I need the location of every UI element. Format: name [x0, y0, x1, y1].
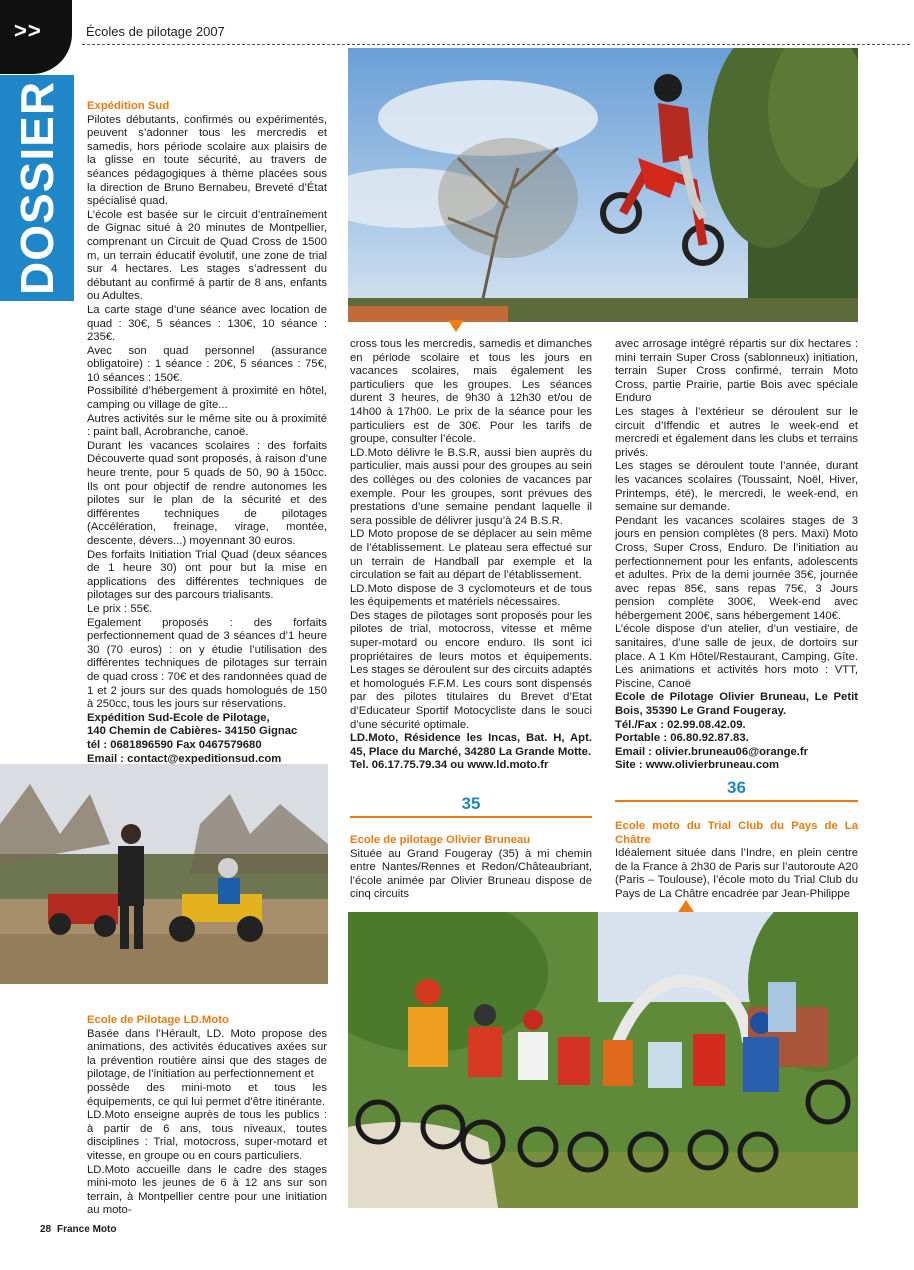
section-title: Écoles de pilotage 2007 [86, 24, 225, 39]
contact-line: 140 Chemin de Cabières- 34150 Gignac [87, 725, 298, 738]
trial-group-photo [348, 912, 858, 1208]
quad-lesson-photo [0, 764, 328, 984]
paragraph: Autres activités sur le même site ou à proximité : paint ball, Acrobranche, canoë. [87, 412, 327, 439]
orange-divider [350, 816, 592, 818]
paragraph: LD.Moto délivre le B.S.R, aussi bien auprès du particulier, mais aussi pour des groupes au sein des collèges ou des colonies de vacances par exemple. Pour les groupes, sont prévues des prestations d’une semaine pendant laquelle il sera possible de délivrer jusqu’à 24 B.S.R. [350, 446, 592, 527]
photo-pointer-icon [448, 320, 464, 332]
article-heading: Ecole de pilotage Olivier Bruneau [350, 834, 531, 846]
article-heading: Ecole de Pilotage LD.Moto [87, 1014, 229, 1026]
paragraph: LD.Moto enseigne auprès de tous les publics : à partir de 6 ans, tous niveaux, toutes disciplines : Trial, motocross, super-motard et vitesse, en groupe ou en cours particuliers. [87, 1109, 327, 1162]
paragraph: Idéalement située dans l’Indre, en plein centre de la France à 2h30 de Paris sur l’autoroute A20 (Paris – Toulouse), l’école moto du Trial Club du Pays de La Châtre encadrée par Jean-Philippe [615, 847, 858, 900]
article-heading: Expédition Sud [87, 100, 170, 112]
contact-address: LD.Moto, Résidence les Incas, Bat. H, Apt. 45, Place du Marché, 34280 La Grande Motte. [350, 732, 592, 758]
orange-divider [615, 800, 858, 802]
contact-email: Email : olivier.bruneau06@orange.fr [615, 745, 809, 758]
magazine-name: France Moto [57, 1224, 117, 1235]
contact-phone: Tél./Fax : 02.99.08.42.09. [615, 718, 746, 731]
contact-mobile: Portable : 06.80.92.87.83. [615, 732, 749, 745]
dossier-side-label: DOSSIER [11, 80, 63, 296]
contact-email: Email : contact@expeditionsud.com [87, 752, 282, 765]
bruneau-article [350, 834, 592, 902]
paragraph: L’école dispose d’un atelier, d’un vestiaire, de sanitaires, d’une salle de jeux, de dortoirs sur place. A 1 Km Hôtel/Restaurant, Camping, Gîte. Les animations et activités hors moto : VTT, Piscine, Canoë [615, 623, 858, 690]
paragraph: possède des mini-moto et tous les équipements, ce qui lui permet d’être itinérante. [87, 1081, 327, 1108]
paragraph: Egalement proposés : des forfaits perfectionnement quad de 3 séances d’1 heure 30 (70 euros) : on y étudie l’utilisation des différentes techniques de pilotages sur terrain de quad cross : 70€ et des randonnées quad de 1 et 2 jours sur des quads homologués de 150 à 250cc, tous les jours sur réservations. [87, 616, 327, 711]
paragraph: Pendant les vacances scolaires stages de 3 jours en pension complètes (8 pers. Maxi) Moto Cross, Super Cross, Enduro. De l’initiation au perfectionnement pour les enfants, adolescents et adultes. Prix de la demi journée 35€, journée avec repas 85€, sans repas 75€, 3 Jours pension complète 300€, Week-end avec hébergement 200€, sans hébergement 140€. [615, 514, 858, 622]
paragraph: Durant les vacances scolaires : des forfaits Découverte quad sont proposés, à raison d’une heure trente, pour 5 quads de 50, 90 à 150cc. Ils ont pour objectif de rendre autonomes les pilotes sur le plan de la sécurité et des différentes techniques de pilotages (Accélération, freinage, virage, montée, descente, dévers...) moyennant 30 euros. [87, 439, 327, 547]
double-chevron-icon: >> [14, 18, 42, 43]
contact-phone: Tel. 06.17.75.79.34 ou www.ld.moto.fr [350, 759, 549, 772]
paragraph: avec arrosage intégré répartis sur dix hectares : mini terrain Super Cross (sablonneux) initiation, terrain Super Cross confirmé, terrain Moto Cross, partie Prairie, partie Bois avec spéciale Enduro [615, 338, 858, 405]
contact-website: Site : www.olivierbruneau.com [615, 759, 780, 772]
paragraph: Possibilité d’hébergement à proximité en hôtel, camping ou village de gîte... [87, 385, 327, 412]
paragraph: Pilotes débutants, confirmés ou expérimentés, peuvent s’adonner tous les mercredis et samedis, hors période scolaire aux plaisirs de la glisse en toute sécurité, au travers de séances pédagogiques à thème placées sous la direction de Bruno Bernabeu, Breveté d’État spécialisé quad. [87, 113, 327, 208]
contact-line: Expédition Sud-Ecole de Pilotage, [87, 711, 270, 724]
paragraph: cross tous les mercredis, samedis et dimanches en période scolaire et tous les jours en vacances scolaires, mais également les particuliers que les groupes. Les séances durent 3 heures, de 9h30 à 12h30 et/ou de 14h00 à 17h00. Le prix de la séance pour les particuliers est de 30€. Pour les tarifs de groupe, consulter l’école. [350, 338, 592, 446]
paragraph: Avec son quad personnel (assurance obligatoire) : 1 séance : 20€, 5 séances : 75€, 10 séances : 150€. [87, 344, 327, 384]
article-heading: Ecole moto du Trial Club du Pays de La Châtre [615, 820, 858, 846]
paragraph: L’école est basée sur le circuit d’entraînement de Gignac situé à 20 minutes de Montpellier, comprenant un Circuit de Quad Cross de 1500 m, un terrain éducatif évolutif, une zone de trial sur 4 hectares. Les stages s’adressent du débutant au confirmé à partir de 8 ans, enfants ou Adultes. [87, 208, 327, 303]
department-number: 36 [727, 778, 746, 797]
paragraph: Basée dans l’Hérault, LD. Moto propose des animations, des activités éducatives axées sur la prévention routière ainsi que des stages de pilotage, de l’initiation au perfectionnement et [87, 1027, 327, 1081]
paragraph: LD Moto propose de se déplacer au sein même de l’établissement. Le plateau sera effectué sur un terrain de Handball par exemple et la circulation se fait au départ de l’établissement. [350, 528, 592, 582]
paragraph: Les stages se déroulent toute l’année, durant les vacances scolaires (Toussaint, Noël, Hiver, Printemps, été), le mercredi, le week-end, en semaine sur demande. [615, 460, 858, 514]
photo-pointer-icon [678, 900, 694, 912]
motocross-jump-photo [348, 48, 858, 322]
page-number: 28 [40, 1224, 52, 1235]
paragraph: LD.Moto dispose de 3 cyclomoteurs et de tous les équipements et matériels nécessaires. [350, 582, 592, 609]
paragraph: LD.Moto accueille dans le cadre des stages mini-moto les jeunes de 6 à 12 ans sur son terrain, à Montpellier centre pour une initiation au moto- [87, 1163, 327, 1217]
expedition-sud-article [87, 100, 327, 780]
contact-phone: tél : 0681896590 Fax 0467579680 [87, 738, 262, 751]
contact-address: Ecole de Pilotage Olivier Bruneau, Le Petit Bois, 35390 Le Grand Fougeray. [615, 691, 858, 718]
paragraph: Des stages de pilotages sont proposés pour les pilotes de trial, motocross, vitesse et même super-motard ou encore enduro. Ils sont ici propriétaires de leurs motos et équipements. Les stages se déroulent sur des circuits adaptés et homologués F.F.M. Les cours sont dispensés par des pilotes titulaires du Brevet d’Etat d’Educateur Sportif Motocycliste dans le souci d’une sécurité optimale. [350, 609, 592, 731]
paragraph: Les stages à l’extérieur se déroulent sur le circuit d’Iffendic et autres le week-end et mercredi et également dans les clubs et terrains privés. [615, 405, 858, 459]
bruneau-article-continued [615, 338, 858, 773]
paragraph: La carte stage d’une séance avec location de quad : 30€, 5 séances : 130€, 10 séance : 235€. [87, 303, 327, 344]
paragraph: Le prix : 55€. [87, 602, 153, 615]
ldmoto-article [87, 1014, 327, 1218]
ldmoto-article-continued [350, 338, 592, 773]
department-number: 35 [461, 794, 481, 813]
trialclub-article [615, 820, 858, 902]
paragraph: Située au Grand Fougeray (35) à mi chemin entre Nantes/Rennes et Redon/Châteaubriant, l’école animée par Olivier Bruneau dispose de cinq circuits [350, 847, 592, 901]
header-divider [82, 44, 910, 45]
paragraph: Des forfaits Initiation Trial Quad (deux séances de 1 heure 30) ont pour but la mise en applications des différentes techniques de pilotages sur des parcours trialisants. [87, 548, 327, 602]
